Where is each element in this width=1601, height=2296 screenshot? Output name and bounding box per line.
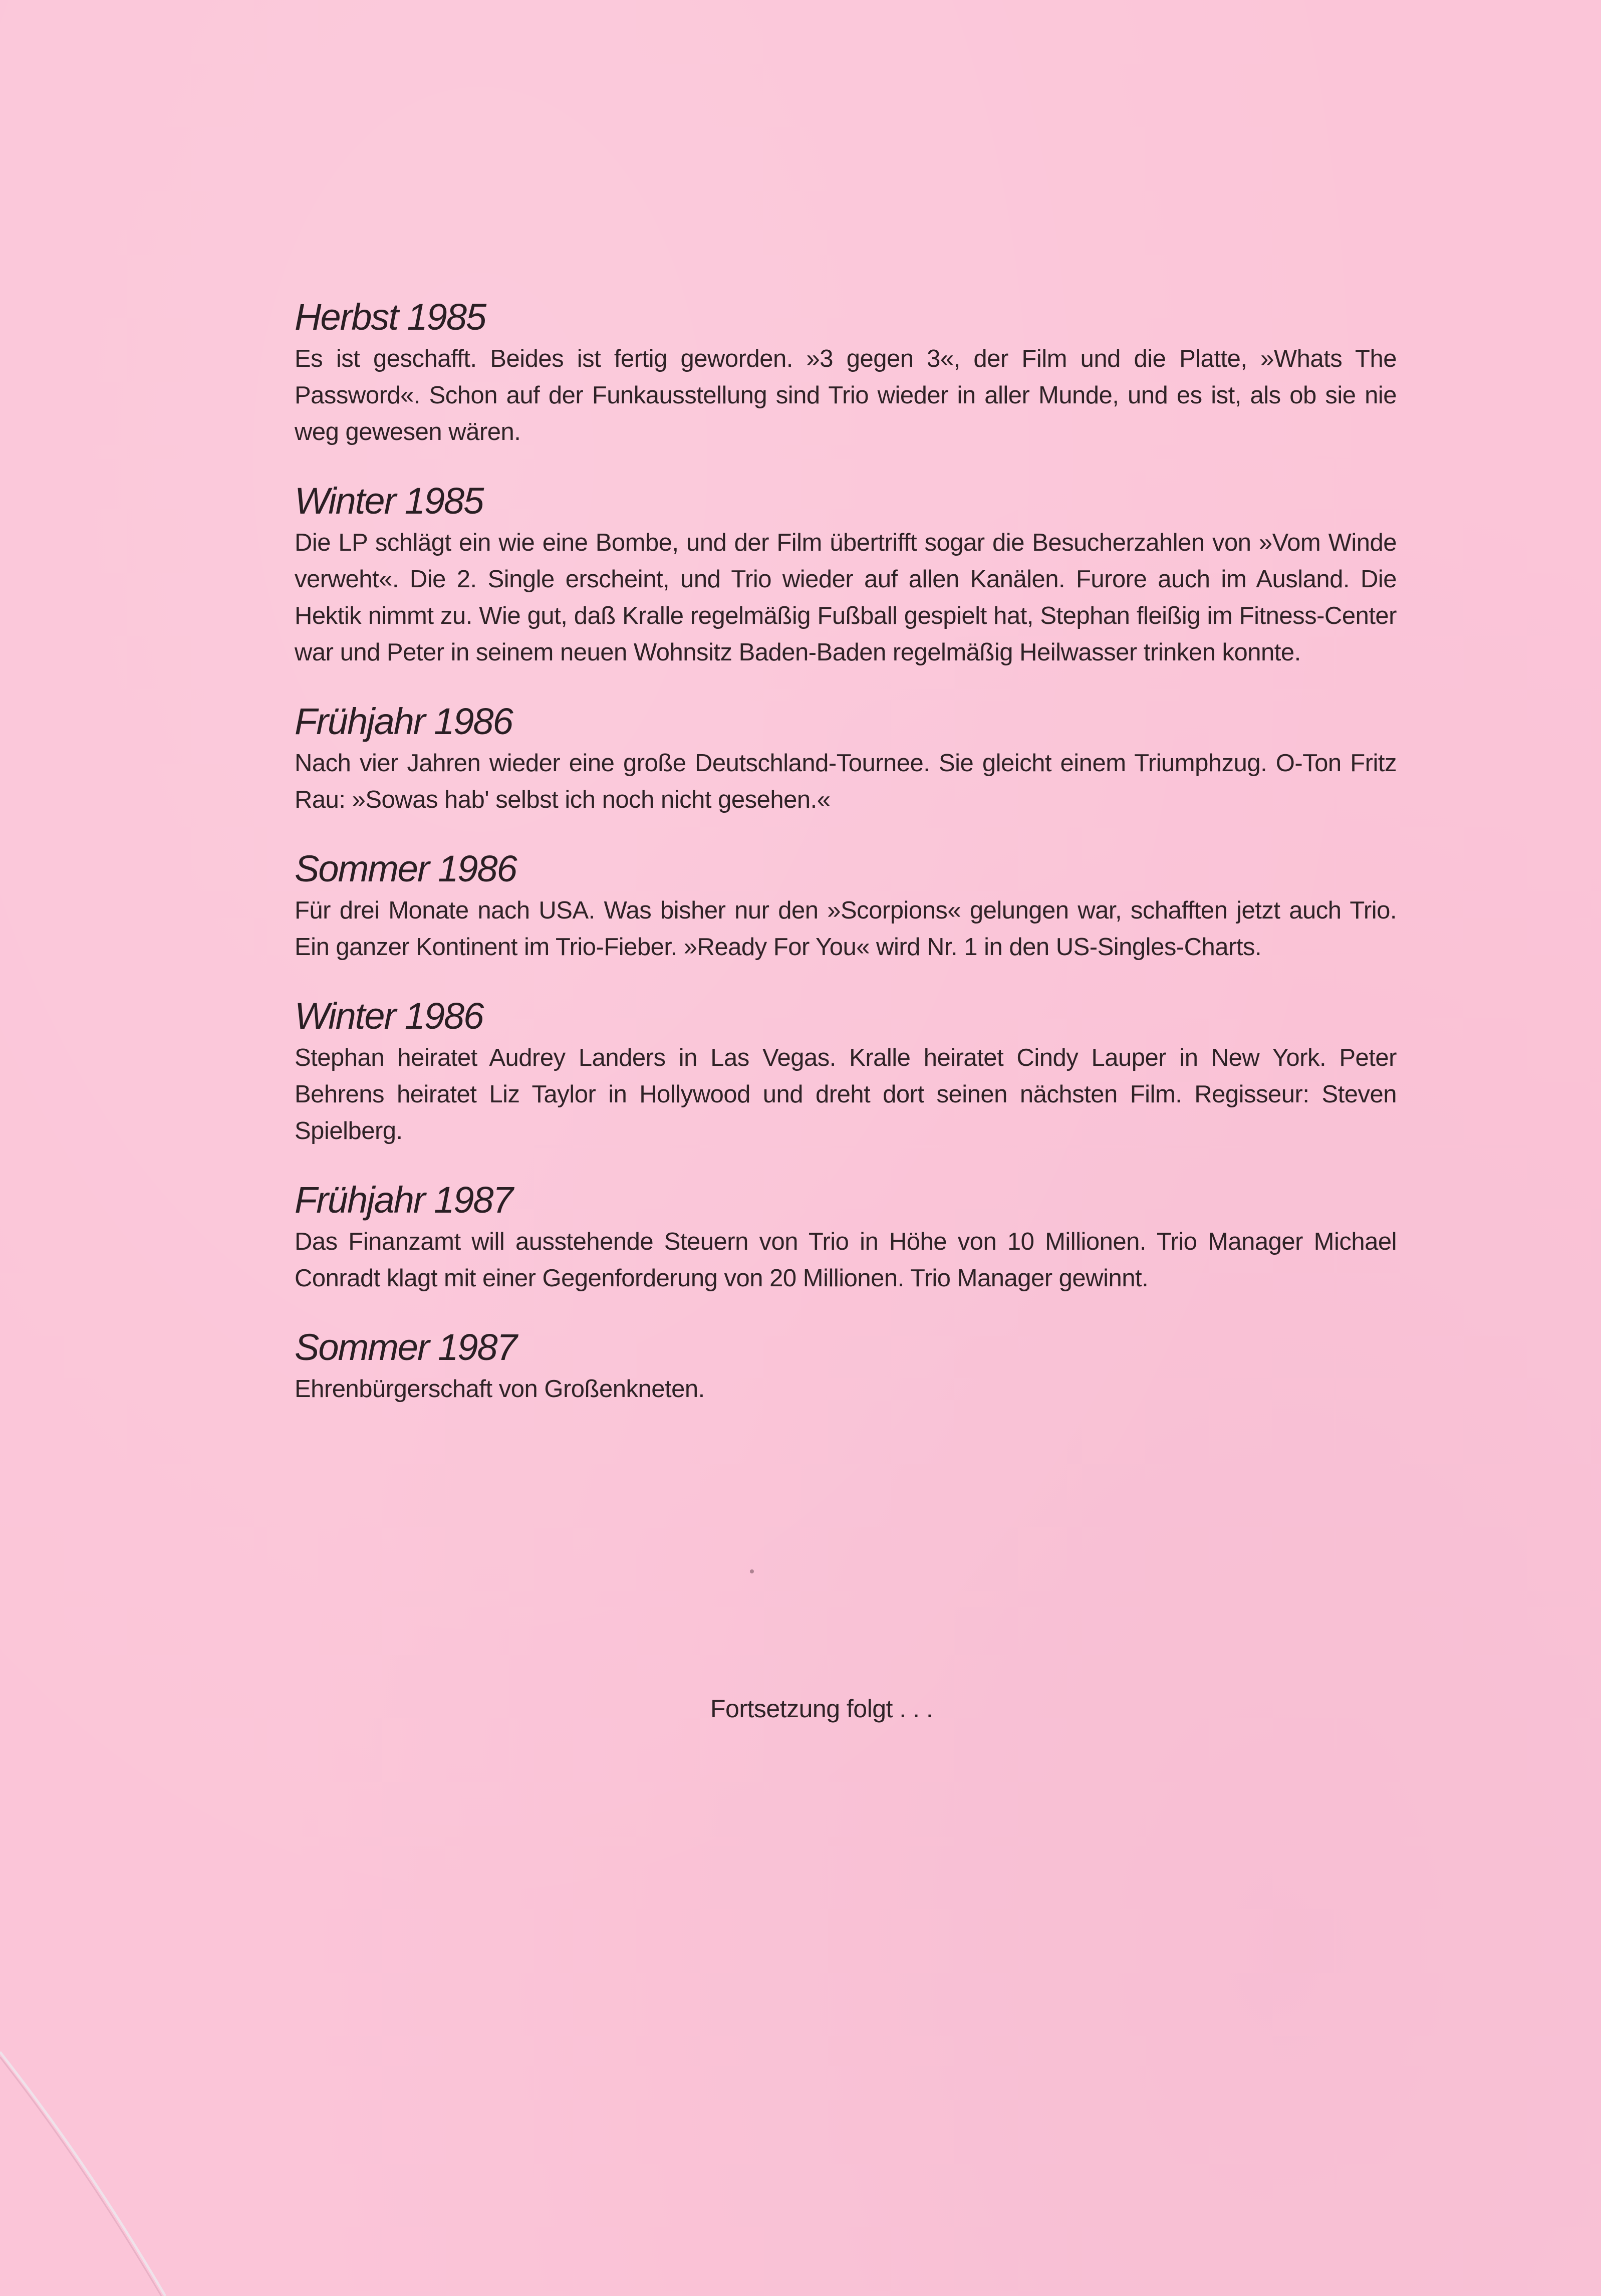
section-sommer-1986 xyxy=(295,847,1397,966)
section-fruehjahr-1987 xyxy=(295,1179,1397,1297)
section-body: Für drei Monate nach USA. Was bisher nur den »Scorpions« gelungen war, schafften jetzt auch Trio. Ein ganzer Kontinent im Trio-Fieber. »Ready For You« wird Nr. 1 in den US-Singles-Charts. xyxy=(295,897,1397,961)
chronicle-text xyxy=(295,296,1397,1437)
section-title: Frühjahr 1986 xyxy=(295,701,512,742)
section-body: Das Finanzamt will ausstehende Steuern von Trio in Höhe von 10 Millionen. Trio Manager Michael Conradt klagt mit einer Gegenforderung von 20 Millionen. Trio Manager gewinnt. xyxy=(295,1228,1397,1292)
section-winter-1986 xyxy=(295,995,1397,1150)
section-body: Nach vier Jahren wieder eine große Deutschland-Tournee. Sie gleicht einem Triumphzug. O-Ton Fritz Rau: »Sowas hab' selbst ich noch nicht gesehen.« xyxy=(295,750,1397,813)
section-title: Winter 1985 xyxy=(295,480,483,522)
paper-speck xyxy=(750,1569,754,1573)
section-body: Es ist geschafft. Beides ist fertig geworden. »3 gegen 3«, der Film und die Platte, »Whats The Password«. Schon auf der Funkausstellung sind Trio wieder in aller Munde, und es ist, als ob sie nie weg gewesen wären. xyxy=(295,345,1397,445)
section-winter-1985 xyxy=(295,480,1397,671)
section-title: Sommer 1987 xyxy=(295,1326,516,1368)
section-title: Herbst 1985 xyxy=(295,296,486,338)
section-body: Ehrenbürgerschaft von Großenkneten. xyxy=(295,1375,705,1403)
section-body: Die LP schlägt ein wie eine Bombe, und der Film übertrifft sogar die Besucherzahlen von »Vom Winde verweht«. Die 2. Single erscheint, und Trio wieder auf allen Kanälen. Furore auch im Ausland. Die Hektik nimmt zu. Wie gut, daß Kralle regelmäßig Fußball gespielt hat, Stephan fleißig im Fitness-Center war und Peter in seinem neuen Wohnsitz Baden-Baden regelmäßig Heilwasser trinken konnte. xyxy=(295,529,1397,666)
section-herbst-1985 xyxy=(295,296,1397,450)
section-title: Winter 1986 xyxy=(295,995,483,1037)
section-sommer-1987 xyxy=(295,1326,1397,1408)
section-title: Sommer 1986 xyxy=(295,848,516,889)
section-fruehjahr-1986 xyxy=(295,700,1397,818)
continuation-note: Fortsetzung folgt . . . xyxy=(710,1695,933,1723)
section-body: Stephan heiratet Audrey Landers in Las Vegas. Kralle heiratet Cindy Lauper in New York. Peter Behrens heiratet Liz Taylor in Hollywood und dreht dort seinen nächsten Film. Regisseur: Steven Spielberg. xyxy=(295,1044,1397,1144)
section-title: Frühjahr 1987 xyxy=(295,1179,512,1221)
